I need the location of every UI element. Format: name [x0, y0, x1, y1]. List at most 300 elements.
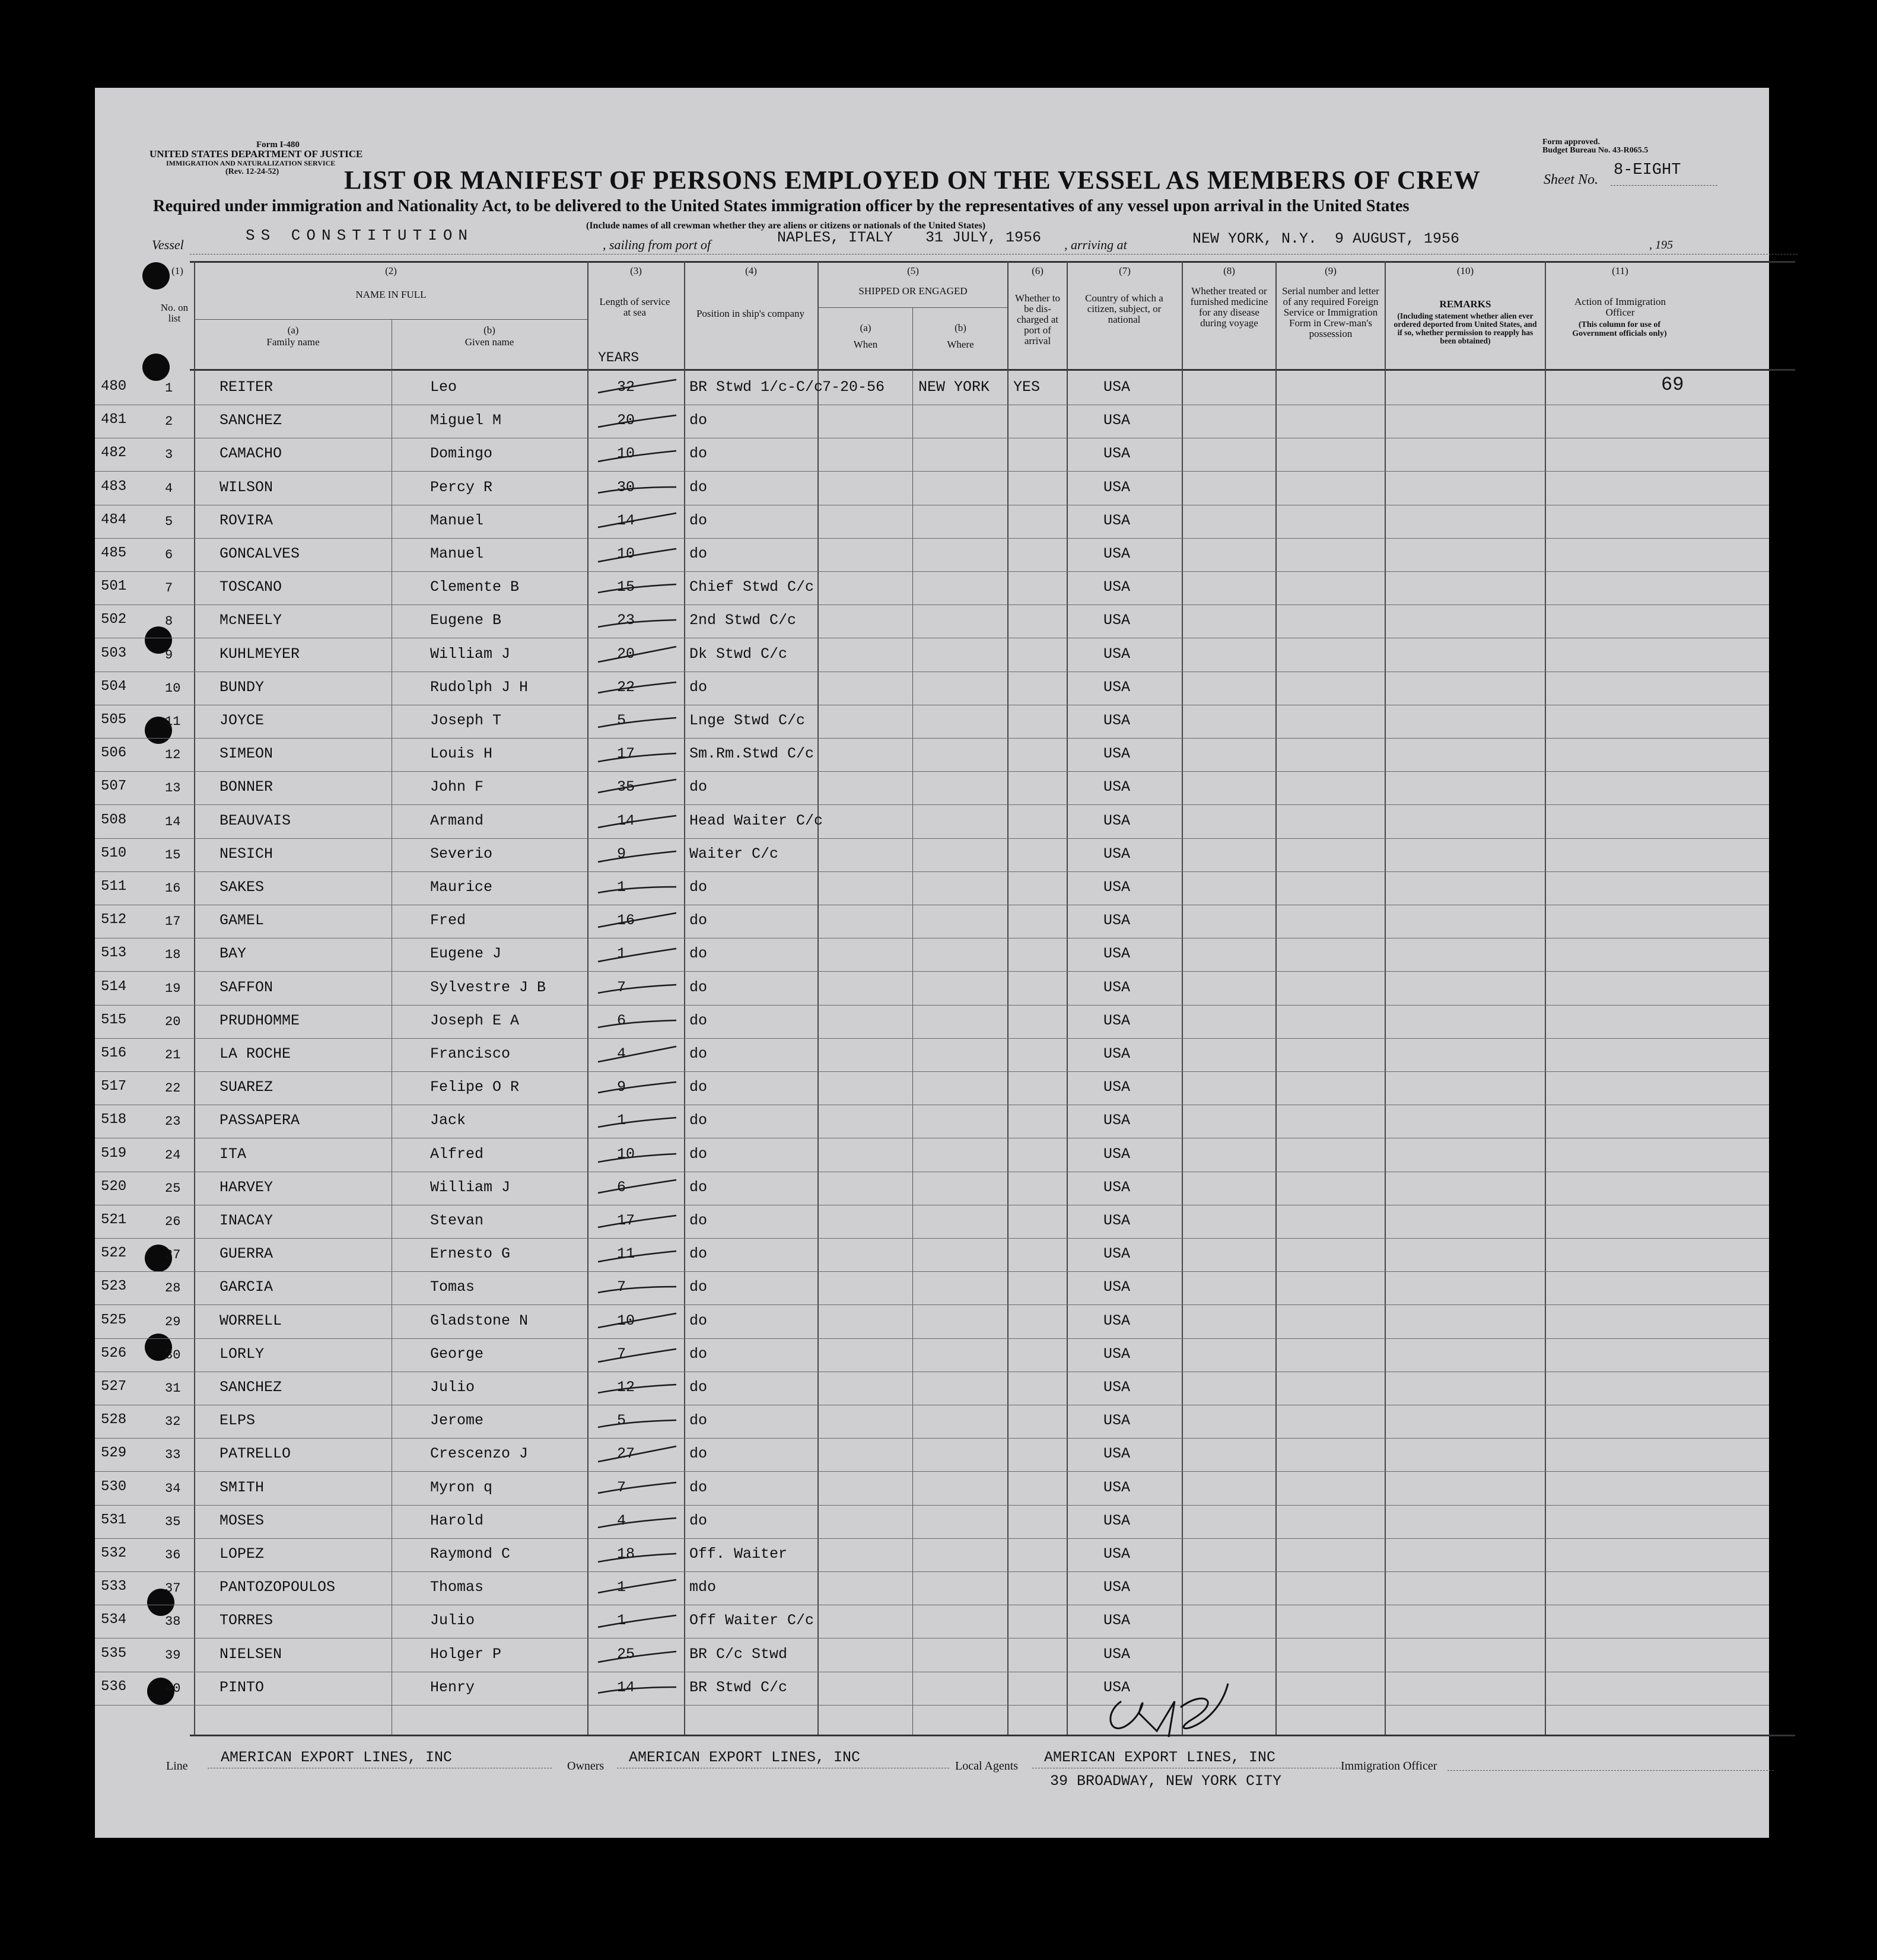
- col6-header: Whether to be dis-charged at port of arrival: [1015, 292, 1060, 346]
- years-at-sea: 30: [617, 478, 635, 496]
- years-at-sea: 12: [617, 1379, 635, 1396]
- check-mark-icon: [593, 1174, 682, 1204]
- given-name: Alfred: [430, 1145, 484, 1163]
- given-name: Rudolph J H: [430, 678, 529, 696]
- row-ref-number: 504: [101, 678, 127, 695]
- years-at-sea: 15: [617, 578, 635, 596]
- years-at-sea: 7: [617, 978, 626, 996]
- row-ref-number: 528: [101, 1412, 127, 1428]
- family-name: REITER: [219, 378, 273, 396]
- position: do: [689, 445, 708, 463]
- approval-line1: Form approved.: [1542, 138, 1600, 147]
- check-mark-icon: [593, 1507, 682, 1537]
- table-row: [95, 1372, 1769, 1405]
- table-row: [95, 805, 1769, 839]
- given-name: Manuel: [430, 511, 484, 529]
- footer-agents-value: AMERICAN EXPORT LINES, INC: [1044, 1749, 1276, 1766]
- row-ref-number: 501: [101, 578, 127, 595]
- check-mark-icon: [593, 1207, 682, 1237]
- col5b-letter: (b): [955, 322, 966, 333]
- row-list-number: 2: [165, 414, 173, 429]
- col1-header: No. on list: [160, 302, 189, 324]
- position: do: [689, 978, 708, 996]
- row-ref-number: 482: [101, 445, 127, 462]
- position: do: [689, 945, 708, 963]
- col2b-header: Given name: [465, 336, 514, 348]
- country: USA: [1103, 1145, 1131, 1163]
- given-name: Leo: [430, 378, 457, 396]
- position: BR Stwd 1/c-C/c: [689, 378, 823, 396]
- family-name: TOSCANO: [219, 578, 282, 596]
- family-name: NESICH: [219, 845, 273, 863]
- table-row: [95, 1571, 1769, 1605]
- table-row: [95, 738, 1769, 772]
- check-mark-icon: [593, 1474, 682, 1504]
- table-row: [95, 705, 1769, 739]
- country: USA: [1103, 745, 1131, 763]
- given-name: Harold: [430, 1512, 484, 1529]
- years-at-sea: 35: [617, 778, 635, 796]
- years-at-sea: 6: [617, 1011, 626, 1029]
- row-list-number: 22: [165, 1081, 181, 1096]
- row-ref-number: 529: [101, 1445, 127, 1462]
- position: do: [689, 1011, 708, 1029]
- row-ref-number: 523: [101, 1278, 127, 1295]
- check-mark-icon: [593, 440, 682, 470]
- revision: (Rev. 12-24-52): [225, 167, 279, 176]
- country: USA: [1103, 1178, 1131, 1196]
- row-list-number: 23: [165, 1114, 181, 1129]
- col5a-letter: (a): [860, 322, 871, 333]
- check-mark-icon: [593, 1541, 682, 1570]
- footer-officer-underline: [1447, 1770, 1774, 1771]
- table-bottom-rule: [190, 1735, 1795, 1736]
- row-list-number: 37: [165, 1581, 181, 1596]
- col4-num: (4): [745, 265, 757, 276]
- given-name: Miguel M: [430, 412, 502, 429]
- row-ref-number: 506: [101, 745, 127, 762]
- years-at-sea: 17: [617, 745, 635, 763]
- col2b-letter: (b): [483, 324, 495, 336]
- family-name: TORRES: [219, 1612, 273, 1630]
- table-row: [95, 538, 1769, 572]
- row-list-number: 3: [165, 447, 173, 463]
- family-name: BAY: [219, 945, 247, 963]
- row-list-number: 28: [165, 1281, 181, 1296]
- years-at-sea: 17: [617, 1212, 635, 1229]
- family-name: GONCALVES: [219, 545, 300, 562]
- position: 2nd Stwd C/c: [689, 612, 797, 629]
- given-name: Sylvestre J B: [430, 978, 546, 996]
- position: Off. Waiter: [689, 1545, 788, 1563]
- given-name: Domingo: [430, 445, 493, 463]
- table-row: [95, 1071, 1769, 1105]
- col2a-letter: (a): [287, 324, 299, 336]
- table-row: [95, 1505, 1769, 1539]
- family-name: ROVIRA: [219, 511, 273, 529]
- row-ref-number: 526: [101, 1345, 127, 1361]
- col6-num: (6): [1032, 265, 1044, 276]
- row-ref-number: 512: [101, 912, 127, 928]
- country: USA: [1103, 778, 1131, 796]
- approval-line2: Budget Bureau No. 43-R065.5: [1542, 146, 1649, 155]
- year-suffix: , 195: [1649, 238, 1673, 252]
- sheet-number: 8-EIGHT: [1614, 161, 1681, 179]
- row-ref-number: 508: [101, 812, 127, 828]
- years-at-sea: 20: [617, 645, 635, 663]
- country: USA: [1103, 1245, 1131, 1263]
- position: Lnge Stwd C/c: [689, 712, 806, 729]
- family-name: PASSAPERA: [219, 1112, 300, 1129]
- position: do: [689, 1078, 708, 1096]
- table-row: [95, 505, 1769, 539]
- row-list-number: 15: [165, 847, 181, 863]
- check-mark-icon: [593, 1107, 682, 1137]
- country: USA: [1103, 879, 1131, 896]
- row-list-number: 9: [165, 647, 173, 663]
- row-list-number: 34: [165, 1481, 181, 1496]
- family-name: MOSES: [219, 1512, 265, 1529]
- given-name: Stevan: [430, 1212, 484, 1229]
- country: USA: [1103, 578, 1131, 596]
- given-name: Joseph E A: [430, 1011, 520, 1029]
- table-row: [95, 571, 1769, 605]
- row-ref-number: 514: [101, 978, 127, 995]
- country: USA: [1103, 712, 1131, 729]
- family-name: KUHLMEYER: [219, 645, 300, 663]
- row-ref-number: 522: [101, 1245, 127, 1262]
- family-name: PINTO: [219, 1678, 265, 1696]
- table-row: [95, 638, 1769, 672]
- footer-owners-label: Owners: [567, 1759, 605, 1773]
- row-list-number: 35: [165, 1514, 181, 1529]
- table-row: [95, 1038, 1769, 1072]
- given-name: Julio: [430, 1612, 475, 1630]
- country: USA: [1103, 378, 1131, 396]
- col7-num: (7): [1119, 265, 1131, 276]
- check-mark-icon: [593, 1607, 682, 1637]
- table-row: [95, 438, 1769, 472]
- position: BR Stwd C/c: [689, 1678, 788, 1696]
- row-ref-number: 518: [101, 1112, 127, 1128]
- row-ref-number: 533: [101, 1579, 127, 1595]
- table-row: [95, 938, 1769, 972]
- family-name: McNEELY: [219, 612, 282, 629]
- given-name: Gladstone N: [430, 1312, 529, 1329]
- years-at-sea: 25: [617, 1645, 635, 1663]
- row-list-number: 16: [165, 881, 181, 896]
- row-ref-number: 480: [101, 378, 127, 394]
- given-name: Ernesto G: [430, 1245, 511, 1263]
- sailing-label: , sailing from port of: [603, 237, 711, 252]
- row-list-number: 26: [165, 1214, 181, 1229]
- table-row: [95, 838, 1769, 872]
- country: USA: [1103, 1445, 1131, 1463]
- country: USA: [1103, 612, 1131, 629]
- row-list-number: 12: [165, 747, 181, 763]
- discharged: YES: [1013, 378, 1041, 396]
- years-at-sea: 27: [617, 1445, 635, 1463]
- row-list-number: 32: [165, 1414, 181, 1430]
- check-mark-icon: [593, 641, 682, 670]
- years-at-sea: 1: [617, 879, 626, 896]
- position: do: [689, 879, 708, 896]
- country: USA: [1103, 845, 1131, 863]
- table-row: [95, 472, 1769, 505]
- given-name: Percy R: [430, 478, 493, 496]
- row-list-number: 6: [165, 548, 173, 562]
- table-row: [95, 1172, 1769, 1205]
- position: Sm.Rm.Stwd C/c: [689, 745, 815, 763]
- row-list-number: 20: [165, 1014, 181, 1029]
- years-at-sea: 14: [617, 812, 635, 829]
- years-at-sea: 9: [617, 1078, 626, 1096]
- check-mark-icon: [593, 1041, 682, 1070]
- position: Chief Stwd C/c: [689, 578, 815, 596]
- page-title: LIST OR MANIFEST OF PERSONS EMPLOYED ON THE VESSEL AS MEMBERS OF CREW: [344, 166, 1481, 195]
- row-list-number: 30: [165, 1347, 181, 1363]
- sheet-underline: [1611, 185, 1717, 186]
- vessel-label: Vessel: [152, 237, 184, 252]
- position: Waiter C/c: [689, 845, 779, 863]
- given-name: William J: [430, 645, 511, 663]
- check-mark-icon: [593, 1440, 682, 1470]
- years-at-sea: 10: [617, 545, 635, 562]
- row-ref-number: 534: [101, 1612, 127, 1628]
- family-name: BEAUVAIS: [219, 812, 291, 829]
- check-mark-icon: [593, 1274, 682, 1303]
- row-list-number: 27: [165, 1248, 181, 1263]
- country: USA: [1103, 1011, 1131, 1029]
- given-name: Julio: [430, 1379, 475, 1396]
- years-at-sea: 7: [617, 1345, 626, 1363]
- position: do: [689, 1045, 708, 1062]
- country: USA: [1103, 1045, 1131, 1062]
- given-name: Joseph T: [430, 712, 502, 729]
- check-mark-icon: [593, 674, 682, 704]
- family-name: SAKES: [219, 879, 265, 896]
- country: USA: [1103, 412, 1131, 429]
- years-at-sea: 1: [617, 1112, 626, 1129]
- years-at-sea: 6: [617, 1178, 626, 1196]
- check-mark-icon: [593, 1674, 682, 1704]
- sailing-date: 31 JULY, 1956: [925, 229, 1042, 246]
- years-at-sea: 1: [617, 1579, 626, 1596]
- given-name: Felipe O R: [430, 1078, 520, 1096]
- check-mark-icon: [593, 707, 682, 737]
- family-name: BONNER: [219, 778, 273, 796]
- family-name: ELPS: [219, 1412, 256, 1430]
- given-name: Holger P: [430, 1645, 502, 1663]
- years-at-sea: 20: [617, 412, 635, 429]
- given-name: Tomas: [430, 1278, 475, 1296]
- check-mark-icon: [593, 1141, 682, 1170]
- position: do: [689, 1245, 708, 1263]
- row-list-number: 25: [165, 1181, 181, 1196]
- years-at-sea: 16: [617, 912, 635, 930]
- row-list-number: 19: [165, 981, 181, 996]
- check-mark-icon: [593, 1074, 682, 1103]
- position: do: [689, 1112, 708, 1129]
- row-ref-number: 513: [101, 945, 127, 962]
- check-mark-icon: [593, 940, 682, 970]
- family-name: ITA: [219, 1145, 247, 1163]
- col8-num: (8): [1223, 265, 1235, 276]
- row-list-number: 8: [165, 614, 173, 629]
- given-name: Maurice: [430, 879, 493, 896]
- years-at-sea: 10: [617, 1312, 635, 1329]
- position: do: [689, 1512, 708, 1529]
- family-name: GARCIA: [219, 1278, 273, 1296]
- years-at-sea: 5: [617, 712, 626, 729]
- row-ref-number: 521: [101, 1212, 127, 1228]
- years-at-sea: 10: [617, 445, 635, 463]
- footer-officer-label: Immigration Officer: [1341, 1759, 1437, 1773]
- years-at-sea: 1: [617, 1612, 626, 1630]
- years-at-sea: 7: [617, 1478, 626, 1496]
- officer-signature: [1097, 1678, 1240, 1743]
- family-name: SMITH: [219, 1478, 265, 1496]
- row-list-number: 31: [165, 1381, 181, 1396]
- years-at-sea: 10: [617, 1145, 635, 1163]
- table-row: [95, 1405, 1769, 1439]
- row-ref-number: 515: [101, 1011, 127, 1028]
- years-at-sea: 14: [617, 1678, 635, 1696]
- check-mark-icon: [593, 1307, 682, 1337]
- position: do: [689, 1445, 708, 1463]
- given-name: George: [430, 1345, 484, 1363]
- country: USA: [1103, 978, 1131, 996]
- position: Head Waiter C/c: [689, 812, 823, 829]
- family-name: JOYCE: [219, 712, 265, 729]
- table-row: [95, 1538, 1769, 1572]
- family-name: GUERRA: [219, 1245, 273, 1263]
- given-name: Jerome: [430, 1412, 484, 1430]
- col5b-header: Where: [947, 339, 974, 350]
- agency-line2: IMMIGRATION AND NATURALIZATION SERVICE: [166, 159, 336, 167]
- check-mark-icon: [593, 740, 682, 770]
- given-name: Clemente B: [430, 578, 520, 596]
- check-mark-icon: [593, 1007, 682, 1037]
- row-list-number: 40: [165, 1681, 181, 1696]
- country: USA: [1103, 912, 1131, 930]
- check-mark-icon: [593, 841, 682, 870]
- table-row: [95, 1238, 1769, 1272]
- country: USA: [1103, 1412, 1131, 1430]
- years-at-sea: 9: [617, 845, 626, 863]
- row-ref-number: 505: [101, 712, 127, 728]
- row-list-number: 13: [165, 781, 181, 796]
- years-at-sea: 4: [617, 1512, 626, 1529]
- shipped-when: 7-20-56: [822, 378, 885, 396]
- table-row: [95, 1105, 1769, 1138]
- check-mark-icon: [593, 574, 682, 603]
- given-name: Armand: [430, 812, 484, 829]
- check-mark-icon: [593, 907, 682, 937]
- years-at-sea: 7: [617, 1278, 626, 1296]
- row-list-number: 38: [165, 1614, 181, 1630]
- position: BR C/c Stwd: [689, 1645, 788, 1663]
- family-name: SUAREZ: [219, 1078, 273, 1096]
- position: do: [689, 1145, 708, 1163]
- table-row: [95, 1271, 1769, 1305]
- given-name: Raymond C: [430, 1545, 511, 1563]
- row-ref-number: 531: [101, 1512, 127, 1528]
- family-name: GAMEL: [219, 912, 265, 930]
- row-ref-number: 532: [101, 1545, 127, 1561]
- sailing-port: NAPLES, ITALY: [777, 229, 893, 246]
- country: USA: [1103, 812, 1131, 829]
- row-ref-number: 527: [101, 1379, 127, 1395]
- col3-num: (3): [630, 265, 642, 276]
- row-list-number: 7: [165, 581, 173, 596]
- row-ref-number: 481: [101, 412, 127, 428]
- given-name: Eugene J: [430, 945, 502, 963]
- row-list-number: 11: [165, 714, 181, 729]
- given-name: Manuel: [430, 545, 484, 562]
- position: do: [689, 778, 708, 796]
- footer-agents-address: 39 BROADWAY, NEW YORK CITY: [1050, 1773, 1282, 1790]
- check-mark-icon: [593, 1641, 682, 1671]
- row-list-number: 36: [165, 1548, 181, 1563]
- country: USA: [1103, 645, 1131, 663]
- row-list-number: 24: [165, 1147, 181, 1163]
- check-mark-icon: [593, 774, 682, 803]
- position: do: [689, 1412, 708, 1430]
- check-mark-icon: [593, 474, 682, 504]
- row-list-number: 21: [165, 1048, 181, 1062]
- form-number: Form I-480: [256, 140, 300, 149]
- col2a-header: Family name: [266, 336, 320, 348]
- row-ref-number: 502: [101, 612, 127, 628]
- position: do: [689, 545, 708, 562]
- arriving-label: , arriving at: [1064, 237, 1127, 252]
- given-name: Eugene B: [430, 612, 502, 629]
- family-name: SANCHEZ: [219, 412, 282, 429]
- subtitle: Required under immigration and Nationality Act, to be delivered to the United States immigration officer by the representatives of any vessel upon arrival in the United States: [153, 197, 1410, 215]
- given-name: Severio: [430, 845, 493, 863]
- family-name: PRUDHOMME: [219, 1011, 300, 1029]
- row-list-number: 29: [165, 1314, 181, 1329]
- position: mdo: [689, 1579, 717, 1596]
- table-row: [95, 871, 1769, 905]
- family-name: WORRELL: [219, 1312, 282, 1329]
- sheet-no-label: Sheet No.: [1544, 172, 1598, 187]
- row-ref-number: 503: [101, 645, 127, 661]
- table-row: [95, 1672, 1769, 1706]
- agency-line1: UNITED STATES DEPARTMENT OF JUSTICE: [149, 148, 363, 160]
- table-row: [95, 905, 1769, 938]
- years-at-sea: 11: [617, 1245, 635, 1263]
- table-row: [95, 371, 1769, 405]
- row-list-number: 33: [165, 1447, 181, 1463]
- given-name: William J: [430, 1178, 511, 1196]
- row-list-number: 14: [165, 814, 181, 829]
- table-row: [95, 1338, 1769, 1372]
- name-subrule: [194, 319, 587, 320]
- footer-line-value: AMERICAN EXPORT LINES, INC: [221, 1749, 453, 1766]
- row-ref-number: 484: [101, 511, 127, 528]
- footer-owners-value: AMERICAN EXPORT LINES, INC: [629, 1749, 861, 1766]
- check-mark-icon: [593, 1374, 682, 1404]
- check-mark-icon: [593, 374, 682, 403]
- col11-header: (This column for use of Government officials only): [1572, 320, 1667, 338]
- table-row: [95, 972, 1769, 1006]
- col4-header: Position in ship's company: [696, 308, 805, 319]
- family-name: CAMACHO: [219, 445, 282, 463]
- position: do: [689, 1278, 708, 1296]
- col2-num: (2): [385, 265, 397, 276]
